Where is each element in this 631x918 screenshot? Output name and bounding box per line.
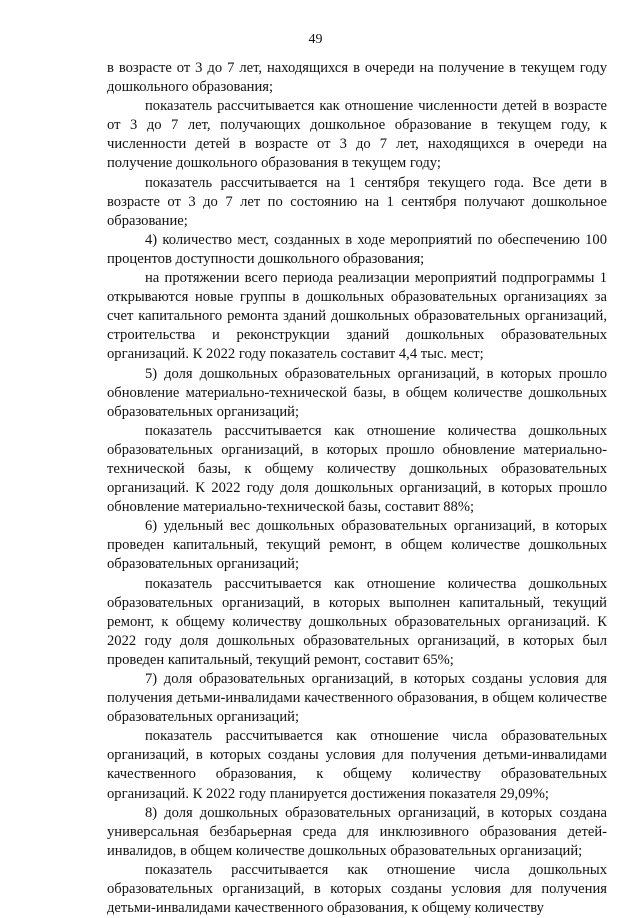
paragraph: показатель рассчитывается на 1 сентября текущего года. Все дети в возрасте от 3 до 7 лет по состоянию на 1 сентября получают дошкольное образование; [107, 174, 607, 229]
paragraph: 7) доля образовательных организаций, в которых созданы условия для получения детьми-инвалидами качественного образования, в общем количестве образовательных организаций; [107, 671, 607, 726]
page-number: 49 [308, 32, 323, 47]
paragraph: 5) доля дошкольных образовательных организаций, в которых прошло обновление материально-технической базы, в общем количестве дошкольных образовательных организаций; [107, 365, 607, 420]
paragraph: показатель рассчитывается как отношение количества дошкольных образовательных организаций, в которых выполнен капитальный, текущий ремонт, к общему количеству дошкольных образовательных организаций. К 2022 году доля дошкольных образовательных организаций, в которых был проведен капитальный, текущий ремонт, составит 65%; [107, 575, 607, 668]
paragraph: показатель рассчитывается как отношение численности детей в возрасте от 3 до 7 лет, получающих дошкольное образование в текущем году, к численности детей в возрасте от 3 до 7 лет, находящихся в очереди на получение дошкольного образования в текущем году; [107, 98, 607, 172]
body-text [107, 59, 607, 918]
paragraph: показатель рассчитывается как отношение количества дошкольных образовательных организаций, в которых прошло обновление материально-технической базы, к общему количеству дошкольных образовательных организаций. К 2022 году доля дошкольных организаций, в которых прошло обновление материально-технической базы, составит 88%; [107, 422, 607, 516]
paragraph: на протяжении всего периода реализации мероприятий подпрограммы 1 открываются новые группы в дошкольных образовательных организациях за счет капитального ремонта зданий дошкольных образовательных организаций, строительства и реконструкции зданий дошкольных образовательных организаций. К 2022 году показатель составит 4,4 тыс. мест; [107, 270, 607, 363]
paragraph: 4) количество мест, созданных в ходе мероприятий по обеспечению 100 процентов доступности дошкольного образования; [107, 231, 607, 267]
paragraph: показатель рассчитывается как отношение числа дошкольных образовательных организаций, в которых созданы условия для получения детьми-инвалидами качественного образования, к общему количеству [107, 861, 607, 917]
paragraph: 6) удельный вес дошкольных образовательных организаций, в которых проведен капитальный, текущий ремонт, в общем количестве дошкольных образовательных организаций; [107, 518, 607, 573]
paragraph: 8) доля дошкольных образовательных организаций, в которых создана универсальная безбарьерная среда для инклюзивного образования детей-инвалидов, в общем количестве дошкольных образовательных организаций; [107, 804, 607, 859]
paragraph: показатель рассчитывается как отношение числа образовательных организаций, в которых созданы условия для получения детьми-инвалидами качественного образования, к общему количеству образовательных организаций. К 2022 году планируется достижения показателя 29,09%; [107, 728, 607, 802]
paragraph: в возрасте от 3 до 7 лет, находящихся в очереди на получение в текущем году дошкольного образования; [107, 60, 607, 96]
